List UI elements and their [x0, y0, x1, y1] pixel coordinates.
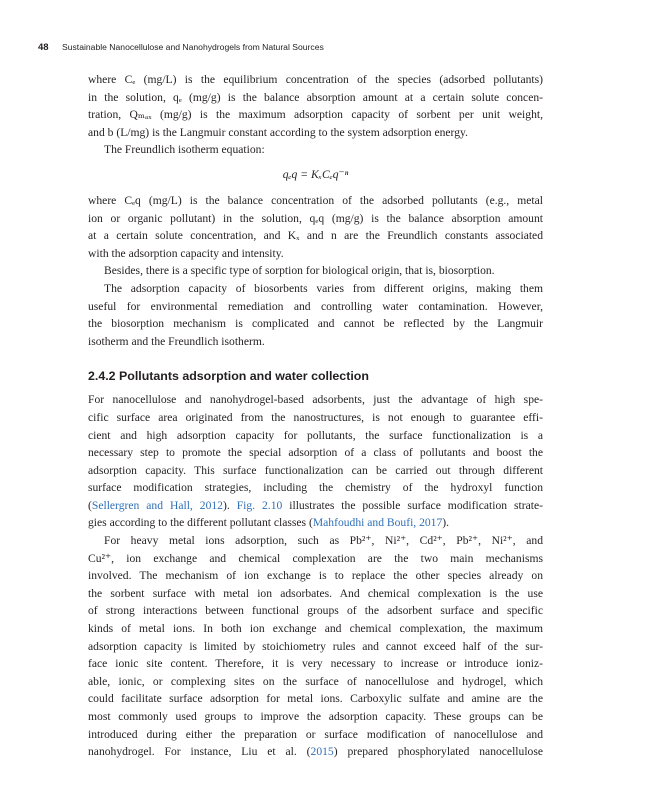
text-line: [88, 743, 543, 761]
text-line: at a certain solute concentration, and Kₓ and n are the Freundlich constants associated: [88, 229, 543, 243]
text-line: For nanocellulose and nanohydrogel-based adsorbents, just the advantage of high spe-: [88, 393, 543, 407]
text-line: useful for environmental remediation and controlling water contamination. However,: [88, 299, 543, 313]
book-title: Sustainable Nanocellulose and Nanohydrogels from Natural Sources: [62, 42, 324, 52]
biosorption-paragraph: [88, 280, 543, 350]
text-fragment: nanohydrogel. For instance, Liu et al. (: [88, 745, 311, 759]
citation-link[interactable]: Mahfoudhi and Boufi, 2017: [312, 516, 443, 530]
text-line: tration, Qₘₐₓ (mg/g) is the maximum adsorption capacity of sorbent per unit weight,: [88, 108, 543, 122]
text-line: cient and high adsorption capacity for pollutants, the surface functionalization is a: [88, 428, 543, 442]
langmuir-definitions-paragraph: [88, 71, 543, 141]
text-line: The adsorption capacity of biosorbents varies from different origins, making them: [104, 281, 543, 295]
text-line: adsorption capacity. This surface functionalization can be carried out through different: [88, 463, 543, 477]
text-line: and b (L/mg) is the Langmuir constant according to the system adsorption energy.: [88, 125, 468, 139]
citation-link[interactable]: 2015: [310, 745, 334, 759]
text-line: adsorption capacity is limited by stoichiometry rules and cannot exceed half of the sur-: [88, 639, 543, 653]
text-line: ion or organic pollutant) in the solution, qₑq (mg/g) is the balance absorption amount: [88, 211, 543, 225]
text-line: in the solution, qₑ (mg/g) is the balance absorption amount at a certain solute concen-: [88, 90, 543, 104]
text-fragment: ).: [442, 516, 450, 530]
text-fragment: illustrates the possible surface modification strate-: [282, 498, 543, 512]
page-number: 48: [38, 42, 49, 53]
text-line: [88, 514, 543, 532]
section-heading: 2.4.2 Pollutants adsorption and water collection: [88, 369, 369, 384]
text-fragment: ) prepared phosphorylated nanocellulose: [333, 745, 543, 759]
running-header: [38, 41, 608, 54]
text-line: where Cₑq (mg/L) is the balance concentration of the adsorbed pollutants (e.g., metal: [88, 193, 543, 207]
text-line: For heavy metal ions adsorption, such as Pb²⁺, Ni²⁺, Cd²⁺, Pb²⁺, Ni²⁺, and: [104, 534, 543, 548]
text-fragment: gies according to the different pollutant classes (: [88, 516, 313, 530]
text-fragment: ).: [222, 498, 237, 512]
text-line: face ionic site content. Therefore, it is very necessary to increase or introduce ioniz-: [88, 657, 543, 671]
text-line: with the adsorption capacity and intensity.: [88, 246, 284, 260]
text-line: [88, 497, 543, 515]
figure-link[interactable]: Fig. 2.10: [236, 498, 283, 512]
text-line: surface modification strategies, including the chemistry of the hydroxyl function: [88, 481, 543, 495]
text-line: kinds of metal ions. In both ion exchange and chemical complexation, the maximum: [88, 622, 543, 636]
heavy-metal-paragraph: [88, 532, 543, 761]
text-line: involved. The mechanism of ion exchange is to replace the other species already on: [88, 569, 543, 583]
body-text: [88, 71, 543, 761]
freundlich-definitions-paragraph: [88, 192, 543, 262]
freundlich-intro: The Freundlich isotherm equation:: [104, 143, 265, 157]
text-line: Cu²⁺, ion exchange and chemical complexation are the two main mechanisms: [88, 551, 543, 565]
freundlich-equation: qₑq = KₓCₑq⁻ⁿ: [282, 167, 349, 181]
text-line: where Cₑ (mg/L) is the equilibrium concentration of the species (adsorbed pollutants): [88, 73, 543, 86]
text-fragment: (: [88, 498, 92, 512]
text-line: isotherm and the Freundlich isotherm.: [88, 334, 265, 348]
text-line: cific surface area originated from the nanostructures, is not enough to guarantee effi-: [88, 410, 543, 424]
text-line: able, ionic, or complexing sites on the surface of nanocellulose and hydrogel, which: [88, 674, 543, 688]
biosorption-sentence: Besides, there is a specific type of sorption for biological origin, that is, biosorption.: [104, 264, 495, 278]
citation-link[interactable]: Sellergren and Hall, 2012: [91, 498, 223, 512]
surface-functionalization-paragraph: [88, 391, 543, 532]
text-line: the sorbent surface with metal ion adsorbates. And chemical complexation is the use: [88, 586, 543, 600]
text-line: could facilitate surface adsorption for metal ions. Carboxylic sulfate and amine are the: [88, 692, 543, 706]
text-line: the biosorption mechanism is complicated and cannot be reflected by the Langmuir: [88, 317, 543, 331]
text-line: necessary step to promote the special adsorption of a class of pollutants and boost the: [88, 446, 543, 460]
text-line: most commonly used groups to improve the adsorption capacity. These groups can be: [88, 710, 543, 723]
text-line: of strong interactions between functional groups of the adsorbent surface and specific: [88, 604, 543, 618]
text-line: introduced during either the preparation or surface modification of nanocellulose and: [88, 727, 543, 741]
